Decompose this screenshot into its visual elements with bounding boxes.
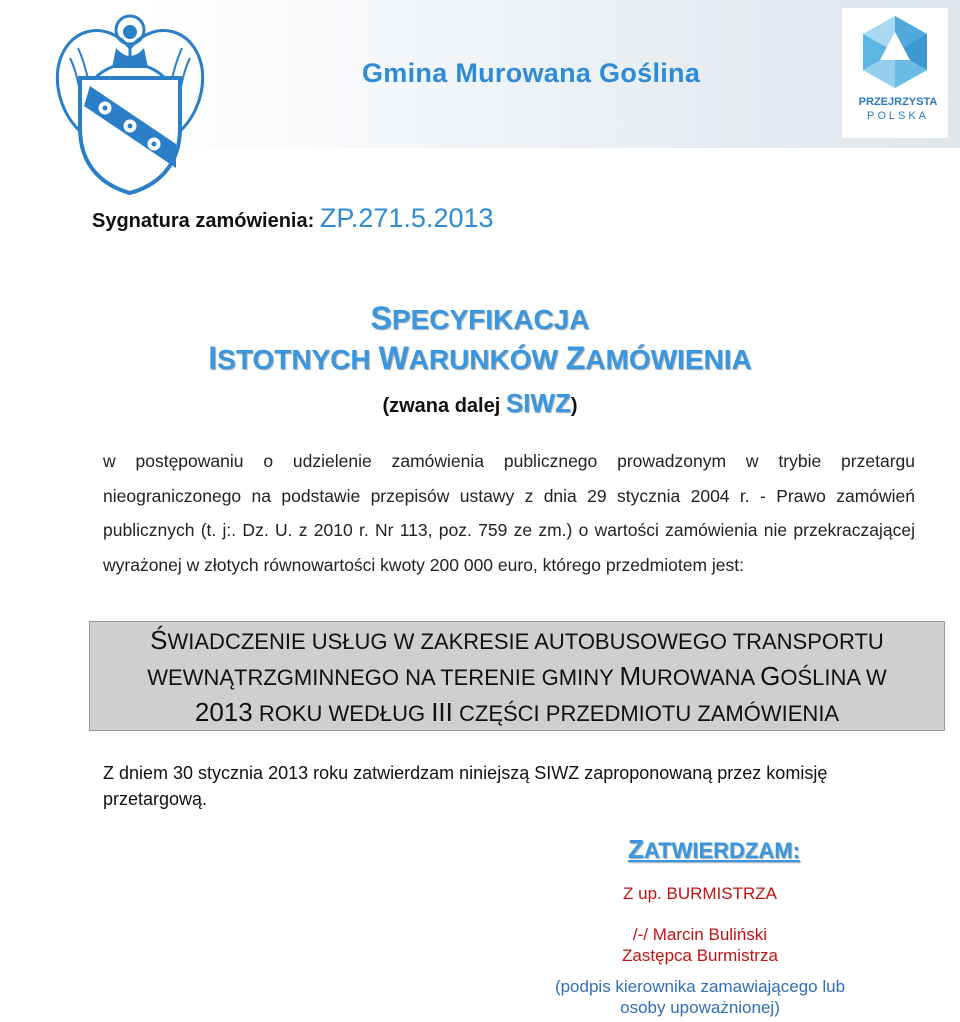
subject-part: CZĘŚCI PRZEDMIOTU ZAMÓWIENIA [452,701,840,726]
subject-part-number: III [431,697,453,727]
logo-text-line1: PRZEJRZYSTA [858,96,938,108]
signatory-position: Zastępca Burmistrza [622,946,778,965]
subject-line2 [89,659,945,695]
subject-line3 [89,695,945,731]
subtitle-suffix: ) [570,395,578,417]
signature-note-line1: (podpis kierownika zamawiającego lub [554,977,846,996]
signature-separator: : [307,210,315,232]
title-word: AMÓWIENIA [585,344,752,375]
subject-cap: Ś [150,625,168,655]
title-initial: I [208,340,218,376]
subject-cap: G [760,661,781,691]
coat-of-arms-icon [50,8,210,198]
signatory-name: /-/ Marcin Buliński [632,925,768,944]
title-initial: Z [565,340,586,376]
signature-label: Sygnatura zamówienia [92,210,308,232]
subject-rest: WIADCZENIE USŁUG W ZAKRESIE AUTOBUSOWEGO TRANSPORTU [167,629,884,654]
subject-line1 [89,623,945,659]
header-band [0,0,960,148]
logo-text-line2: POLSKA [866,110,930,122]
title-initial: S [370,300,392,336]
title-word: ARUNKÓW [408,344,566,375]
approval-paragraph: Z dniem 30 stycznia 2013 roku zatwierdzam niniejszą SIWZ zaproponowaną przez komisję przetargową. [103,763,828,809]
subject-part: ROKU WEDŁUG [252,701,432,726]
subject-cap: M [619,661,642,691]
order-signature [92,203,494,234]
signature-number: ZP.271.5.2013 [319,203,494,233]
on-behalf-line: Z up. BURMISTRZA [623,884,777,903]
subject-text [89,623,945,731]
approve-heading [628,834,800,865]
subject-part: OŚLINA W [780,665,887,690]
approve-rest: ATWIERDZAM: [643,838,800,863]
subject-year: 2013 [194,697,253,727]
subject-part: UROWANA [641,665,761,690]
title-initial: W [378,340,409,376]
subtitle-siwz: SIWZ [505,388,571,418]
spec-title-line1 [0,300,960,337]
signature-note-line2: osoby upoważnionej) [620,998,780,1017]
title-word: STOTNYCH [217,344,379,375]
title-rest: PECYFIKACJA [391,304,590,335]
municipality-title: Gmina Murowana Goślina [362,58,701,88]
spec-subtitle [0,388,960,419]
subtitle-prefix: (zwana dalej [382,395,506,417]
procedure-paragraph: w postępowaniu o udzielenie zamówienia publicznego prowadzonym w trybie przetargu nieograniczonego na podstawie przepisów ustawy z dnia 29 stycznia 2004 r. - Prawo zamówień publicznych (t. j:. Dz. U. z 2010 r. Nr 113, poz. 759 ze zm.) o wartości zamówienia nie przekraczającej wyrażonej w złotych równowartości kwoty 200 000 euro, którego przedmiotem jest: [103,451,915,575]
spec-title-line2 [0,340,960,377]
approve-initial: Z [628,834,644,864]
subject-part: WEWNĄTRZGMINNEGO NA TERENIE GMINY [147,665,620,690]
